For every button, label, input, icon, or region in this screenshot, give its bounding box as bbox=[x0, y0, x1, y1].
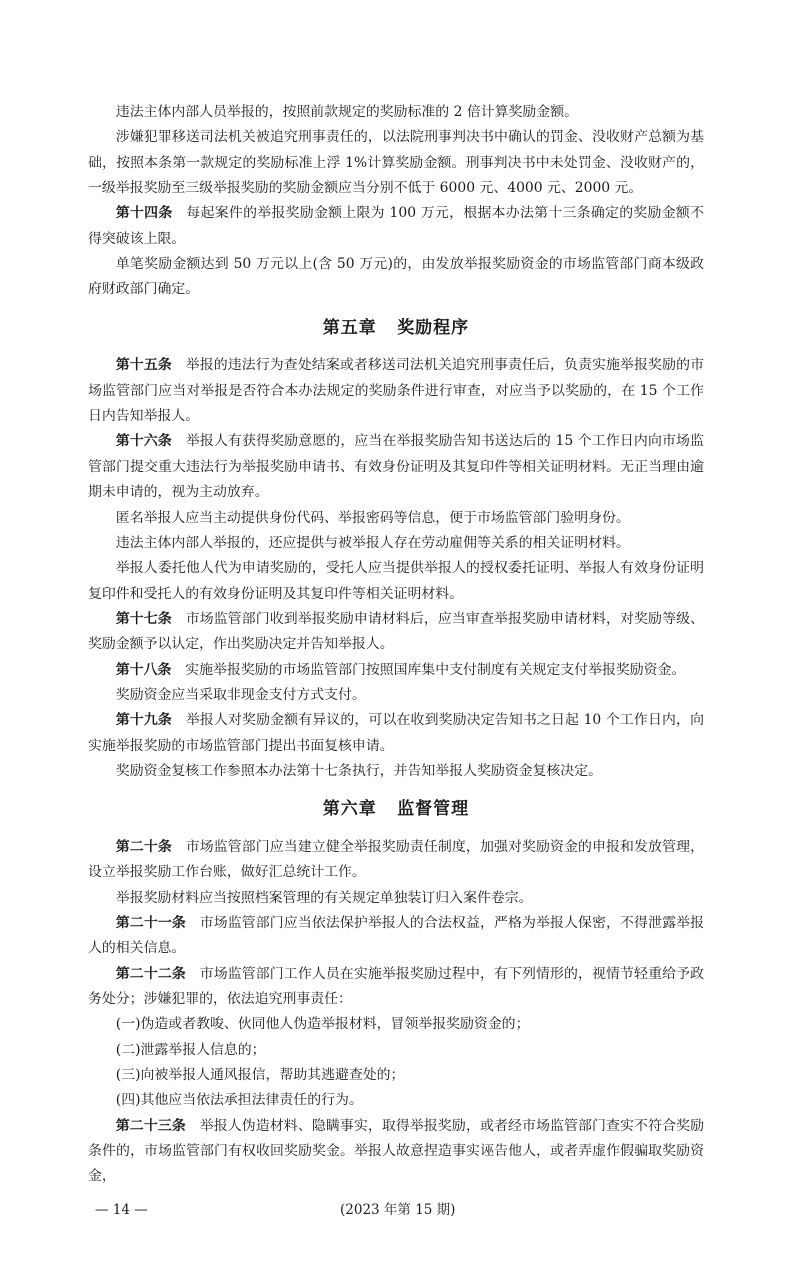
article-paragraph bbox=[88, 658, 704, 683]
paragraph bbox=[88, 759, 704, 784]
paragraph bbox=[88, 886, 704, 911]
chapter-heading bbox=[88, 303, 704, 354]
article-label: 第二十条 bbox=[115, 839, 172, 855]
paragraph bbox=[88, 531, 704, 556]
paragraph-text: 单笔奖励金额达到 50 万元以上(含 50 万元)的，由发放举报奖励资金的市场监管部门商本级政府财政部门确定。 bbox=[88, 256, 704, 298]
article-label: 第十四条 bbox=[115, 205, 173, 222]
paragraph-text: (二)泄露举报人信息的； bbox=[115, 1041, 266, 1058]
paragraph-text: 奖励资金应当采取非现金支付方式支付。 bbox=[115, 686, 366, 703]
article-paragraph bbox=[88, 353, 704, 429]
article-label: 第二十二条 bbox=[115, 965, 186, 982]
paragraph-text: 举报人委托他人代为申请奖励的，受托人应当提供举报人的授权委托证明、举报人有效身份证明复印件和受托人的有效身份证明及其复印件等相关证明材料。 bbox=[88, 560, 704, 602]
paragraph-text: 市场监管部门工作人员在实施举报奖励过程中，有下列情形的，视情节轻重给予政务处分；涉嫌犯罪的，依法追究刑事责任： bbox=[88, 965, 704, 1008]
paragraph-text: (一)伪造或者教唆、伙同他人伪造举报材料，冒领举报奖励资金的； bbox=[115, 1016, 530, 1033]
paragraph-text: 每起案件的举报奖励金额上限为 100 万元，根据本办法第十三条确定的奖励金额不得突破该上限。 bbox=[88, 205, 704, 247]
paragraph-text: 市场监管部门应当建立健全举报奖励责任制度，加强对奖励资金的申报和发放管理，设立举报奖励工作台账，做好汇总统计工作。 bbox=[88, 839, 704, 881]
article-label: 第二十一条 bbox=[115, 915, 186, 932]
article-paragraph bbox=[88, 911, 704, 962]
paragraph bbox=[88, 556, 704, 607]
paragraph bbox=[88, 506, 704, 531]
chapter-title: 奖励程序 bbox=[397, 317, 470, 338]
article-label: 第十六条 bbox=[115, 433, 172, 450]
paragraph-text: 匿名举报人应当主动提供身份代码、举报密码等信息，便于市场监管部门验明身份。 bbox=[115, 509, 630, 526]
article-paragraph bbox=[88, 835, 704, 886]
paragraph-text: 实施举报奖励的市场监管部门按照国库集中支付制度有关规定支付举报奖励资金。 bbox=[185, 661, 686, 678]
paragraph-text: 违法主体内部人员举报的，按照前款规定的奖励标准的 2 倍计算奖励金额。 bbox=[115, 104, 578, 120]
article-paragraph bbox=[88, 1114, 704, 1190]
paragraph-text: 举报的违法行为查处结案或者移送司法机关追究刑事责任后，负责实施举报奖励的市场监管部门应当对举报是否符合本办法规定的奖励条件进行审查，对应当予以奖励的，在 15 个工作日内告知举报人。 bbox=[88, 357, 704, 425]
article-paragraph bbox=[88, 201, 704, 252]
article-paragraph bbox=[88, 607, 704, 658]
document-body bbox=[88, 100, 704, 1190]
paragraph-text: (三)向被举报人通风报信，帮助其逃避查处的； bbox=[115, 1067, 405, 1084]
article-paragraph bbox=[88, 962, 704, 1013]
article-label: 第十五条 bbox=[115, 357, 172, 374]
article-paragraph bbox=[88, 708, 704, 759]
article-label: 第十七条 bbox=[115, 610, 172, 627]
paragraph-text: 市场监管部门收到举报奖励申请材料后，应当审查举报奖励申请材料，对奖励等级、奖励金额予以认定，作出奖励决定并告知举报人。 bbox=[88, 610, 704, 653]
paragraph bbox=[88, 1088, 704, 1113]
paragraph-text: 奖励资金复核工作参照本办法第十七条执行，并告知举报人奖励资金复核决定。 bbox=[115, 762, 602, 779]
paragraph-text: 举报人对奖励金额有异议的，可以在收到奖励决定告知书之日起 10 个工作日内，向实施举报奖励的市场监管部门提出书面复核申请。 bbox=[88, 712, 704, 754]
paragraph-text: 市场监管部门应当依法保护举报人的合法权益，严格为举报人保密，不得泄露举报人的相关信息。 bbox=[88, 915, 704, 957]
article-label: 第十九条 bbox=[115, 712, 172, 729]
page-footer bbox=[95, 1198, 695, 1222]
chapter-title: 监督管理 bbox=[397, 799, 470, 820]
chapter-heading bbox=[88, 784, 704, 835]
article-label: 第十八条 bbox=[115, 661, 172, 678]
article-label: 第二十三条 bbox=[115, 1117, 186, 1134]
paragraph bbox=[88, 1012, 704, 1037]
paragraph-text: (四)其他应当依法承担法律责任的行为。 bbox=[115, 1092, 363, 1109]
paragraph bbox=[88, 100, 704, 125]
chapter-number: 第六章 bbox=[322, 799, 377, 820]
paragraph bbox=[88, 1038, 704, 1063]
paragraph bbox=[88, 1063, 704, 1088]
paragraph-text: 涉嫌犯罪移送司法机关被追究刑事责任的，以法院刑事判决书中确认的罚金、没收财产总额为基础，按照本条第一款规定的奖励标准上浮 1%计算奖励金额。刑事判决书中未处罚金、没收财产的，一级举报奖励至三级举报奖励的奖励金额应当分别不低于 6000 元、4000 元、2000 元。 bbox=[88, 129, 704, 197]
chapter-number: 第五章 bbox=[322, 317, 377, 338]
paragraph-text: 举报奖励材料应当按照档案管理的有关规定单独装订归入案件卷宗。 bbox=[115, 889, 533, 906]
issue-label: (2023 年第 15 期) bbox=[340, 1201, 456, 1218]
paragraph-text: 举报人伪造材料、隐瞒事实，取得举报奖励，或者经市场监管部门查实不符合奖励条件的，市场监管部门有权收回奖励奖金。举报人故意捏造事实诬告他人，或者弄虚作假骗取奖励资金， bbox=[88, 1117, 704, 1185]
paragraph bbox=[88, 683, 704, 708]
paragraph bbox=[88, 252, 704, 303]
paragraph bbox=[88, 125, 704, 201]
page-number: — 14 — bbox=[95, 1201, 148, 1218]
paragraph-text: 举报人有获得奖励意愿的，应当在举报奖励告知书送达后的 15 个工作日内向市场监管部门提交重大违法行为举报奖励申请书、有效身份证明及其复印件等相关证明材料。无正当理由逾期未申请的，视为主动放弃。 bbox=[88, 433, 704, 501]
paragraph-text: 违法主体内部人举报的，还应提供与被举报人存在劳动雇佣等关系的相关证明材料。 bbox=[115, 534, 630, 551]
article-paragraph bbox=[88, 429, 704, 505]
